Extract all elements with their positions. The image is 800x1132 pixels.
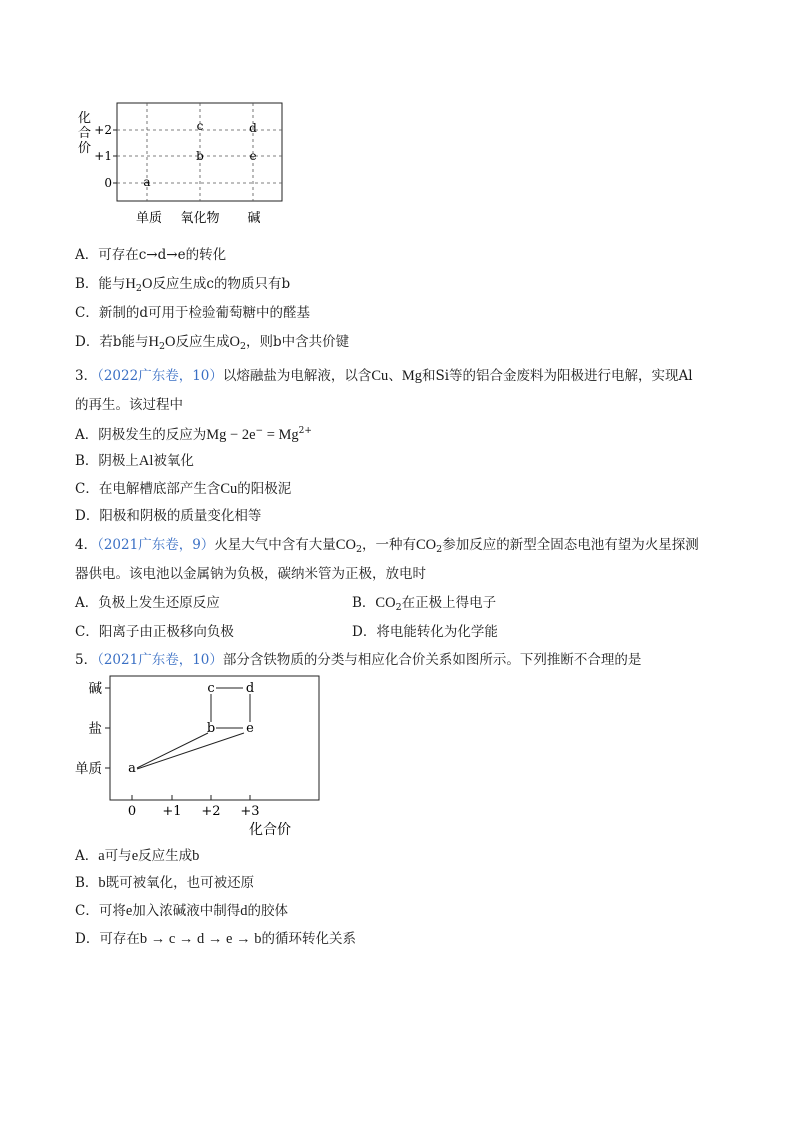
- q4-stem-line2: 器供电。该电池以金属钠为负极，碳纳米管为正极，放电时: [75, 566, 426, 582]
- q5-option-a-mid2: 反应生成: [138, 848, 193, 864]
- q2-option-b-pre: B．能与: [75, 276, 126, 292]
- q5-option-a: [75, 846, 199, 866]
- q5-option-d: [75, 929, 356, 949]
- q2-option-d-o: O: [165, 334, 176, 350]
- q3-option-b-pre: B．阴极上: [75, 453, 139, 469]
- q2-option-b-post: 反应生成c的物质只有b: [152, 276, 291, 292]
- q4-option-b: [352, 593, 496, 618]
- q5-option-b-post: 既可被氧化，也可被还原: [105, 875, 255, 891]
- q5-option-a-mid: 可与: [104, 848, 132, 864]
- chart1-point-label: e: [249, 149, 257, 163]
- chart2-point-label: b: [206, 721, 216, 736]
- q5-source: （2021广东卷，10）: [97, 652, 223, 668]
- chart2-ycategory: 单质: [75, 761, 102, 777]
- q2-option-b-h: H: [125, 276, 136, 292]
- q4-text-3: 参加反应的新型全固态电池有望为火星探测: [442, 537, 699, 553]
- q5-option-c-mid: 加入浓碱液中制得: [132, 903, 241, 919]
- q4-option-b-sub: 2: [395, 602, 402, 613]
- q3-option-a-pre: A．阴极发生的反应为: [75, 427, 207, 443]
- q4-option-d: D．将电能转化为化学能: [352, 624, 498, 640]
- q2-option-b-o: O: [141, 276, 153, 292]
- q5-option-b-b: b: [98, 875, 106, 891]
- q3-option-c-post: 的阳极泥: [237, 481, 292, 497]
- chart2-xtick: +3: [240, 804, 260, 819]
- q5-stem: [75, 650, 641, 670]
- q5-option-a-pre: A．: [75, 848, 99, 864]
- q5-option-c-post: 的胶体: [247, 903, 289, 919]
- chart1-point-label: a: [143, 175, 151, 189]
- q4-option-b-pre: B．: [352, 595, 376, 611]
- q3-text-1: 以熔融盐为电解液，以含: [222, 368, 372, 384]
- q5-option-d-chain: b → c → d → e → b: [139, 931, 262, 947]
- q5-option-c: [75, 901, 288, 921]
- q4-source: （2021广东卷，9）: [97, 537, 215, 553]
- chart1-ytick: +1: [94, 149, 112, 163]
- q4-text-1: 火星大气中含有大量: [214, 537, 336, 553]
- chart2-xlabel: 化合价: [249, 822, 291, 838]
- q4-co2-b: CO: [416, 537, 437, 553]
- q2-option-d-pre: D．若b能与: [75, 334, 149, 350]
- chart2-ycategory: 盐: [88, 721, 102, 737]
- chart1-ylabel-char: 化: [78, 111, 92, 126]
- q4-option-c: C．阳离子由正极移向负极: [75, 624, 234, 640]
- q2-option-a: A．可存在c→d→e的转化: [75, 247, 227, 263]
- chart1-xcategory: 单质: [135, 211, 163, 226]
- q2-option-d-o2: O: [229, 334, 240, 350]
- q2-option-d-o2-sub: 2: [239, 341, 247, 352]
- q3-stem-line2: 的再生。该过程中: [75, 397, 183, 413]
- chart1-point-label: d: [249, 121, 257, 135]
- q3-option-c-pre: C．在电解槽底部产生含: [75, 481, 221, 497]
- q2-option-d-h: H: [148, 334, 159, 350]
- chart2-point-label: d: [245, 681, 255, 696]
- q2-option-b-sub: 2: [135, 283, 142, 294]
- q4-text-2: ，一种有: [362, 537, 416, 553]
- q2-option-c: C．新制的d可用于检验葡萄糖中的醛基: [75, 305, 310, 321]
- q3-text-2: 和Si等的铝合金废料为阳极进行电解，实现Al: [421, 368, 693, 384]
- q5-option-a-e: e: [131, 848, 139, 864]
- chart2-xtick: 0: [127, 804, 137, 819]
- chart2-point-label: c: [207, 681, 215, 696]
- chart1-ytick: 0: [104, 176, 112, 190]
- q3-option-a-sup1: −: [255, 426, 264, 436]
- q2-option-d-mid: 反应生成: [175, 334, 230, 350]
- q3-source: （2022广东卷，10）: [97, 368, 223, 384]
- chart1-point-label: c: [196, 119, 204, 133]
- q5-option-d-post: 的循环转化关系: [261, 931, 356, 947]
- q4-number: 4．: [75, 537, 98, 553]
- chart2-xtick: +1: [162, 804, 182, 819]
- q4-co2-a: CO: [335, 537, 356, 553]
- q5-option-a-b: b: [192, 848, 200, 864]
- q5-option-c-d: d: [240, 903, 248, 919]
- chart2-links: [137, 688, 250, 769]
- q3-stem-line1: [75, 366, 693, 386]
- chart1-xcategory: 碱: [247, 211, 261, 226]
- q3-option-d: D．阳极和阴极的质量变化相等: [75, 508, 262, 524]
- q2-option-d: [75, 332, 349, 357]
- q3-option-c-cu: Cu: [220, 481, 238, 497]
- q5-option-c-e: e: [125, 903, 133, 919]
- q3-number: 3．: [75, 368, 98, 384]
- chart2-point-label: a: [128, 761, 136, 776]
- q5-option-c-pre: C．可将: [75, 903, 126, 919]
- q4-stem-line1: [75, 535, 699, 560]
- q4-co2-b-sub: 2: [436, 544, 443, 555]
- q2-option-d-post: ，则b中含共价键: [246, 334, 350, 350]
- q5-number: 5．: [75, 652, 98, 668]
- q5-text-1: 部分含铁物质的分类与相应化合价关系如图所示。下列推断不合理的是: [222, 652, 642, 668]
- q3-sep: 、: [388, 368, 402, 384]
- chart2-ycategory: 碱: [88, 681, 102, 697]
- chart1-ytick: +2: [94, 123, 112, 137]
- chart1-ylabel-char: 价: [78, 141, 92, 156]
- q4-option-b-post: 在正极上得电子: [401, 595, 497, 611]
- q4-co2-a-sub: 2: [355, 544, 362, 555]
- q3-option-b: [75, 451, 194, 471]
- q5-option-b-pre: B．: [75, 875, 99, 891]
- chart2-ticks: [105, 688, 250, 800]
- q4-option-a: A．负极上发生还原反应: [75, 595, 220, 611]
- q5-option-a-a: a: [98, 848, 105, 864]
- iron-valence-chart: [75, 672, 340, 840]
- q3-option-b-post: 被氧化: [153, 453, 194, 469]
- q3-option-b-al: Al: [138, 453, 154, 469]
- chart2-xtick: +2: [201, 804, 221, 819]
- q3-mg: Mg: [401, 368, 422, 384]
- q2-option-b: [75, 274, 290, 299]
- q5-option-b: [75, 873, 254, 893]
- q2-option-d-sub: 2: [158, 341, 165, 352]
- q5-option-d-pre: D．可存在: [75, 931, 140, 947]
- q3-option-a-eq2: = Mg: [263, 427, 299, 443]
- q3-option-a-eq: Mg − 2e: [206, 427, 256, 443]
- chart1-ylabel-char: 合: [78, 126, 92, 141]
- valence-chart-1: [70, 98, 290, 233]
- q3-option-c: [75, 479, 291, 499]
- q4-option-b-co: CO: [375, 595, 396, 611]
- q3-option-a-sup2: 2+: [298, 426, 312, 436]
- chart1-point-label: b: [196, 149, 204, 163]
- chart1-xcategory: 氧化物: [180, 211, 220, 226]
- chart2-point-label: e: [246, 721, 254, 736]
- chart1-ticks: [113, 130, 117, 183]
- q3-cu: Cu: [371, 368, 389, 384]
- q3-option-a: [75, 421, 312, 445]
